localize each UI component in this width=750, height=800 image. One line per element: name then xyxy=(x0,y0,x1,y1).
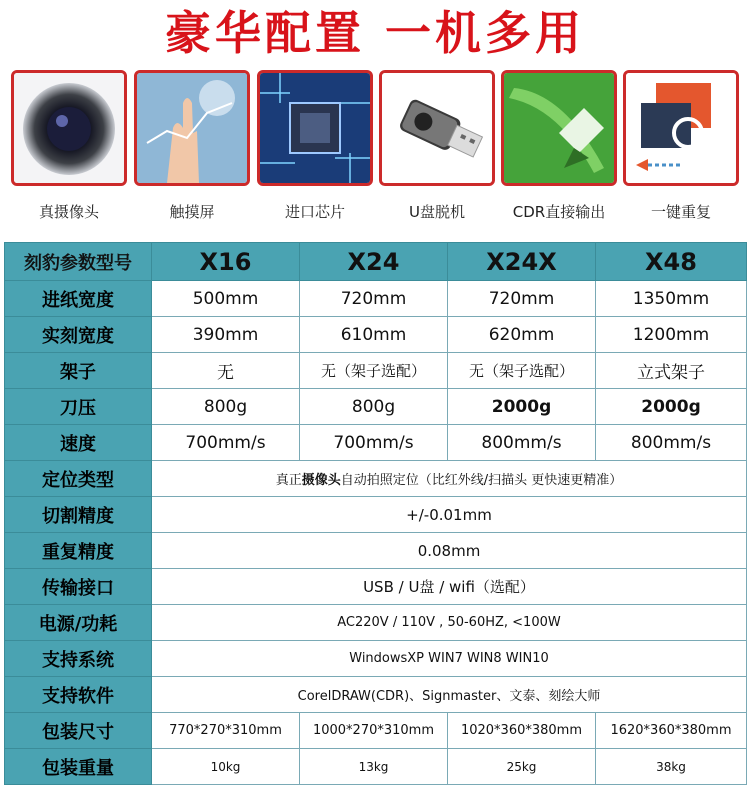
feature-chip xyxy=(256,70,374,221)
table-cell: 立式架子 xyxy=(596,353,747,389)
positioning-prefix: 真正 xyxy=(275,473,302,488)
table-cell: 800g xyxy=(152,389,300,425)
feature-usb xyxy=(378,70,496,221)
model-header: X48 xyxy=(596,243,747,281)
usb-drive-icon xyxy=(379,70,495,186)
table-cell: 1620*360*380mm xyxy=(596,713,747,749)
table-header-row xyxy=(5,243,747,281)
table-cell: 800mm/s xyxy=(596,425,747,461)
chip-icon xyxy=(257,70,373,186)
table-row xyxy=(5,425,747,461)
table-cell: 770*270*310mm xyxy=(152,713,300,749)
table-row xyxy=(5,461,747,497)
row-label: 刀压 xyxy=(5,389,152,425)
repeat-icon xyxy=(623,70,739,186)
row-label: 支持系统 xyxy=(5,641,152,677)
table-cell: 13kg xyxy=(300,749,448,785)
model-header: X16 xyxy=(152,243,300,281)
headline: 豪华配置 一机多用 xyxy=(164,6,585,60)
table-cell: 1200mm xyxy=(596,317,747,353)
model-header: X24 xyxy=(300,243,448,281)
row-label: 重复精度 xyxy=(5,533,152,569)
feature-label: 触摸屏 xyxy=(169,203,215,221)
table-cell: 1000*270*310mm xyxy=(300,713,448,749)
table-cell: 2000g xyxy=(596,389,747,425)
table-row xyxy=(5,389,747,425)
table-cell: 720mm xyxy=(300,281,448,317)
table-cell: 1020*360*380mm xyxy=(448,713,596,749)
table-cell: 620mm xyxy=(448,317,596,353)
row-label: 包装重量 xyxy=(5,749,152,785)
table-cell: 无（架子选配） xyxy=(300,353,448,389)
table-cell: 700mm/s xyxy=(300,425,448,461)
table-row xyxy=(5,497,747,533)
table-cell: 1350mm xyxy=(596,281,747,317)
positioning-highlight: 摄像头 xyxy=(301,473,341,488)
table-cell: 38kg xyxy=(596,749,747,785)
feature-label: U盘脱机 xyxy=(409,203,465,221)
table-cell: 10kg xyxy=(152,749,300,785)
row-label: 支持软件 xyxy=(5,677,152,713)
row-label: 切割精度 xyxy=(5,497,152,533)
table-span-cell xyxy=(152,461,747,497)
table-span-cell: +/-0.01mm xyxy=(152,497,747,533)
table-row xyxy=(5,281,747,317)
feature-strip xyxy=(0,70,750,230)
feature-camera xyxy=(10,70,128,221)
table-row xyxy=(5,533,747,569)
row-label: 实刻宽度 xyxy=(5,317,152,353)
table-span-cell: USB / U盘 / wifi（选配） xyxy=(152,569,747,605)
feature-label: 进口芯片 xyxy=(284,203,345,221)
table-cell: 无（架子选配） xyxy=(448,353,596,389)
table-row xyxy=(5,713,747,749)
feature-label: CDR直接输出 xyxy=(512,203,606,221)
positioning-suffix: 自动拍照定位（比红外线/扫描头 更快速更精准） xyxy=(340,473,623,488)
table-row xyxy=(5,641,747,677)
coreldraw-icon xyxy=(501,70,617,186)
table-row xyxy=(5,353,747,389)
corner-header: 刻豹参数型号 xyxy=(5,243,152,281)
row-label: 架子 xyxy=(5,353,152,389)
feature-label: 真摄像头 xyxy=(38,203,99,221)
model-header: X24X xyxy=(448,243,596,281)
row-label: 传输接口 xyxy=(5,569,152,605)
feature-cdr xyxy=(500,70,618,221)
table-cell: 800mm/s xyxy=(448,425,596,461)
table-row xyxy=(5,749,747,785)
table-cell: 610mm xyxy=(300,317,448,353)
row-label: 进纸宽度 xyxy=(5,281,152,317)
spec-table xyxy=(4,242,747,785)
table-span-cell: 0.08mm xyxy=(152,533,747,569)
table-span-cell: CorelDRAW(CDR)、Signmaster、文泰、刻绘大师 xyxy=(152,677,747,713)
row-label: 包装尺寸 xyxy=(5,713,152,749)
table-cell: 390mm xyxy=(152,317,300,353)
table-span-cell: AC220V / 110V , 50-60HZ, <100W xyxy=(152,605,747,641)
table-cell: 720mm xyxy=(448,281,596,317)
table-row xyxy=(5,605,747,641)
table-cell: 800g xyxy=(300,389,448,425)
feature-label: 一键重复 xyxy=(650,203,711,221)
table-cell: 2000g xyxy=(448,389,596,425)
table-cell: 无 xyxy=(152,353,300,389)
table-span-cell: WindowsXP WIN7 WIN8 WIN10 xyxy=(152,641,747,677)
row-label: 速度 xyxy=(5,425,152,461)
camera-lens-icon xyxy=(11,70,127,186)
feature-touch xyxy=(133,70,251,221)
table-row xyxy=(5,569,747,605)
table-row xyxy=(5,317,747,353)
row-label: 定位类型 xyxy=(5,461,152,497)
table-cell: 500mm xyxy=(152,281,300,317)
table-row xyxy=(5,677,747,713)
row-label: 电源/功耗 xyxy=(5,605,152,641)
table-cell: 25kg xyxy=(448,749,596,785)
touch-screen-icon xyxy=(134,70,250,186)
feature-repeat xyxy=(622,70,740,221)
table-cell: 700mm/s xyxy=(152,425,300,461)
